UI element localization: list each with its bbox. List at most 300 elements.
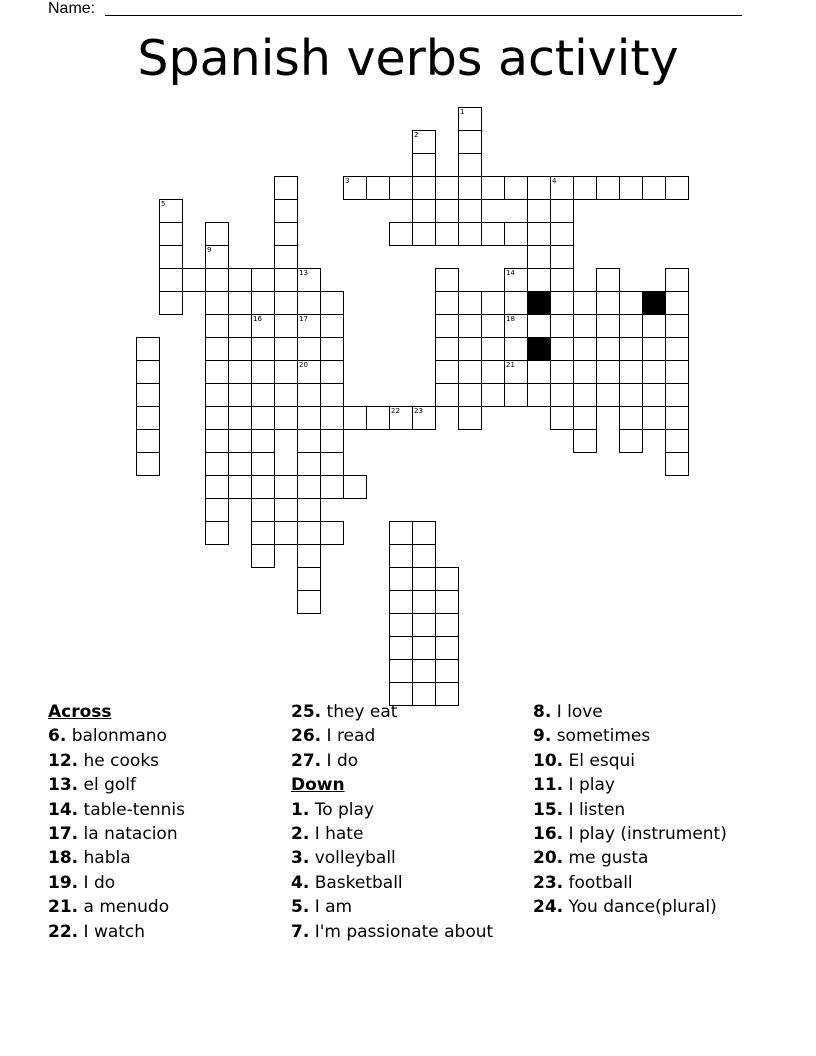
- clue-number: 20: [299, 361, 308, 369]
- grid-cell[interactable]: [251, 544, 275, 568]
- grid-cell[interactable]: [481, 337, 505, 361]
- grid-cell[interactable]: [550, 291, 574, 315]
- grid-cell[interactable]: [550, 383, 574, 407]
- grid-cell[interactable]: [297, 360, 321, 384]
- grid-cell[interactable]: [205, 498, 229, 522]
- clue-number: 4: [552, 177, 557, 185]
- grid-cell[interactable]: [619, 360, 643, 384]
- clue-item-text: To play: [309, 799, 374, 820]
- grid-cell[interactable]: [481, 360, 505, 384]
- grid-cell[interactable]: [435, 291, 459, 315]
- grid-cell[interactable]: [527, 268, 551, 292]
- clue-item-text: El esqui: [563, 750, 636, 771]
- clue-item-text: I do: [321, 750, 359, 771]
- grid-cell[interactable]: [366, 406, 390, 430]
- grid-cell[interactable]: [412, 406, 436, 430]
- clue-item: [48, 726, 185, 750]
- grid-cell[interactable]: [297, 268, 321, 292]
- clue-item: [291, 800, 493, 824]
- grid-cell[interactable]: [412, 659, 436, 683]
- grid-cell[interactable]: [412, 521, 436, 545]
- grid-cell[interactable]: [596, 383, 620, 407]
- clue-item: [291, 702, 493, 726]
- grid-cell[interactable]: [412, 176, 436, 200]
- grid-cell[interactable]: [458, 383, 482, 407]
- grid-cell[interactable]: [274, 222, 298, 246]
- grid-cell[interactable]: [274, 360, 298, 384]
- grid-cell[interactable]: [205, 245, 229, 269]
- grid-cell[interactable]: [527, 360, 551, 384]
- clue-item: [291, 824, 493, 848]
- grid-cell[interactable]: [527, 383, 551, 407]
- grid-cell[interactable]: [504, 360, 528, 384]
- grid-cell[interactable]: [642, 383, 666, 407]
- grid-cell[interactable]: [458, 314, 482, 338]
- grid-cell[interactable]: [665, 429, 689, 453]
- grid-cell[interactable]: [596, 268, 620, 292]
- clue-item-number: 12.: [48, 750, 79, 771]
- grid-cell[interactable]: [251, 314, 275, 338]
- grid-cell[interactable]: [642, 406, 666, 430]
- grid-cell[interactable]: [550, 222, 574, 246]
- grid-cell[interactable]: [205, 406, 229, 430]
- clue-item: [533, 800, 727, 824]
- grid-cell[interactable]: [412, 222, 436, 246]
- grid-cell[interactable]: [481, 291, 505, 315]
- grid-cell[interactable]: [297, 314, 321, 338]
- clue-item-text: You dance(plural): [563, 897, 717, 918]
- clue-item: [291, 726, 493, 750]
- clue-item: [533, 848, 727, 872]
- grid-cell[interactable]: [320, 337, 344, 361]
- clue-item: [533, 775, 727, 799]
- clue-item-text: I'm passionate about: [309, 921, 494, 942]
- clue-number: 3: [345, 177, 350, 185]
- clue-item-number: 10.: [533, 750, 564, 771]
- grid-cell[interactable]: [435, 222, 459, 246]
- clue-item-text: I watch: [78, 921, 146, 942]
- grid-cell[interactable]: [320, 383, 344, 407]
- clue-column-3: [533, 702, 727, 922]
- grid-cell[interactable]: [136, 429, 160, 453]
- grid-cell[interactable]: [205, 383, 229, 407]
- clue-number: 17: [299, 315, 308, 323]
- clue-item-text: habla: [78, 848, 131, 869]
- clue-item-number: 17.: [48, 823, 79, 844]
- grid-cell[interactable]: [251, 429, 275, 453]
- grid-cell[interactable]: [159, 222, 183, 246]
- clue-item-text: sometimes: [551, 726, 651, 747]
- clue-item-number: 1.: [291, 799, 310, 820]
- grid-cell[interactable]: [550, 360, 574, 384]
- grid-cell[interactable]: [343, 406, 367, 430]
- grid-cell[interactable]: [435, 268, 459, 292]
- grid-cell[interactable]: [297, 498, 321, 522]
- clue-item-number: 4.: [291, 872, 310, 893]
- grid-cell[interactable]: [642, 360, 666, 384]
- grid-cell[interactable]: [596, 360, 620, 384]
- clue-item-text: a menudo: [78, 897, 170, 918]
- grid-cell[interactable]: [412, 544, 436, 568]
- grid-cell[interactable]: [159, 245, 183, 269]
- grid-cell[interactable]: [297, 429, 321, 453]
- grid-cell[interactable]: [389, 590, 413, 614]
- grid-cell[interactable]: [136, 360, 160, 384]
- clue-item-number: 7.: [291, 921, 310, 942]
- grid-cell[interactable]: [435, 659, 459, 683]
- grid-cell[interactable]: [619, 383, 643, 407]
- grid-cell[interactable]: [527, 199, 551, 223]
- grid-cell[interactable]: [665, 291, 689, 315]
- clue-item: [48, 824, 185, 848]
- grid-cell[interactable]: [573, 176, 597, 200]
- grid-cell[interactable]: [458, 360, 482, 384]
- grid-cell[interactable]: [297, 452, 321, 476]
- grid-cell[interactable]: [504, 291, 528, 315]
- across-clue-list: [48, 726, 185, 946]
- grid-cell[interactable]: [665, 176, 689, 200]
- clue-item: [291, 873, 493, 897]
- grid-cell[interactable]: [573, 314, 597, 338]
- grid-cell[interactable]: [136, 337, 160, 361]
- grid-cell[interactable]: [435, 636, 459, 660]
- clue-item-number: 3.: [291, 848, 310, 869]
- grid-cell[interactable]: [389, 544, 413, 568]
- grid-cell[interactable]: [458, 130, 482, 154]
- grid-cell[interactable]: [458, 291, 482, 315]
- grid-cell[interactable]: [159, 291, 183, 315]
- grid-cell[interactable]: [297, 291, 321, 315]
- grid-cell[interactable]: [412, 153, 436, 177]
- grid-cell[interactable]: [205, 268, 229, 292]
- grid-cell[interactable]: [205, 314, 229, 338]
- grid-cell[interactable]: [251, 406, 275, 430]
- grid-cell[interactable]: [573, 429, 597, 453]
- grid-cell[interactable]: [504, 222, 528, 246]
- grid-cell[interactable]: [619, 337, 643, 361]
- grid-cell[interactable]: [665, 337, 689, 361]
- clue-item-number: 5.: [291, 897, 310, 918]
- clue-number: 22: [391, 407, 400, 415]
- clue-item-text: I listen: [563, 799, 626, 820]
- grid-cell[interactable]: [389, 636, 413, 660]
- grid-cell[interactable]: [159, 199, 183, 223]
- clue-item-number: 6.: [48, 726, 67, 747]
- clue-item: [533, 751, 727, 775]
- grid-cell[interactable]: [251, 452, 275, 476]
- clue-item: [291, 751, 493, 775]
- grid-cell[interactable]: [665, 406, 689, 430]
- grid-cell[interactable]: [665, 452, 689, 476]
- grid-cell[interactable]: [458, 337, 482, 361]
- grid-cell[interactable]: [251, 383, 275, 407]
- clue-item-number: 16.: [533, 823, 564, 844]
- grid-cell[interactable]: [228, 429, 252, 453]
- clue-item: [291, 897, 493, 921]
- grid-cell[interactable]: [251, 337, 275, 361]
- grid-cell[interactable]: [228, 291, 252, 315]
- clue-item-text: la natacion: [78, 823, 178, 844]
- clue-item-text: I read: [321, 726, 376, 747]
- clue-number: 18: [506, 315, 515, 323]
- grid-cell[interactable]: [274, 268, 298, 292]
- grid-cell[interactable]: [205, 452, 229, 476]
- grid-cell[interactable]: [550, 268, 574, 292]
- clue-number: 13: [299, 269, 308, 277]
- clue-number: 14: [506, 269, 515, 277]
- grid-cell[interactable]: [412, 130, 436, 154]
- grid-cell[interactable]: [550, 176, 574, 200]
- grid-cell[interactable]: [596, 176, 620, 200]
- grid-cell[interactable]: [205, 337, 229, 361]
- grid-cell[interactable]: [619, 429, 643, 453]
- grid-cell[interactable]: [458, 176, 482, 200]
- grid-cell[interactable]: [320, 360, 344, 384]
- clue-item-text: Basketball: [309, 872, 403, 893]
- grid-cell[interactable]: [297, 475, 321, 499]
- grid-cell[interactable]: [642, 176, 666, 200]
- grid-cell[interactable]: [458, 107, 482, 131]
- grid-cell[interactable]: [228, 383, 252, 407]
- grid-cell[interactable]: [136, 383, 160, 407]
- clue-item-number: 18.: [48, 848, 79, 869]
- across-clue-list-continued: [291, 702, 493, 775]
- grid-cell[interactable]: [297, 383, 321, 407]
- grid-cell[interactable]: [619, 291, 643, 315]
- grid-cell[interactable]: [389, 613, 413, 637]
- grid-cell[interactable]: [550, 245, 574, 269]
- clue-item-text: el golf: [78, 775, 137, 796]
- grid-cell[interactable]: [596, 337, 620, 361]
- grid-cell[interactable]: [228, 406, 252, 430]
- clue-item: [533, 897, 727, 921]
- grid-cell[interactable]: [205, 429, 229, 453]
- grid-cell[interactable]: [320, 429, 344, 453]
- grid-cell[interactable]: [343, 475, 367, 499]
- grid-cell[interactable]: [297, 567, 321, 591]
- grid-cell[interactable]: [412, 567, 436, 591]
- grid-cell[interactable]: [389, 176, 413, 200]
- clue-item: [48, 848, 185, 872]
- grid-cell[interactable]: [573, 406, 597, 430]
- grid-cell[interactable]: [435, 360, 459, 384]
- grid-cell[interactable]: [274, 383, 298, 407]
- grid-cell[interactable]: [619, 314, 643, 338]
- clue-item-text: they eat: [321, 702, 398, 722]
- grid-cell[interactable]: [573, 383, 597, 407]
- grid-cell[interactable]: [251, 498, 275, 522]
- grid-cell[interactable]: [412, 613, 436, 637]
- grid-cell[interactable]: [504, 268, 528, 292]
- clue-item: [48, 897, 185, 921]
- grid-cell[interactable]: [320, 406, 344, 430]
- grid-cell[interactable]: [320, 521, 344, 545]
- across-heading: Across: [48, 702, 112, 722]
- clue-number: 1: [460, 108, 465, 116]
- clue-item-number: 21.: [48, 897, 79, 918]
- grid-cell[interactable]: [550, 406, 574, 430]
- grid-cell[interactable]: [205, 291, 229, 315]
- grid-cell[interactable]: [573, 337, 597, 361]
- grid-cell[interactable]: [458, 199, 482, 223]
- grid-cell[interactable]: [435, 176, 459, 200]
- clue-item-text: balonmano: [66, 726, 167, 747]
- grid-cell[interactable]: [504, 337, 528, 361]
- grid-cell[interactable]: [458, 222, 482, 246]
- grid-cell[interactable]: [274, 521, 298, 545]
- grid-cell[interactable]: [504, 383, 528, 407]
- grid-cell[interactable]: [527, 222, 551, 246]
- grid-cell[interactable]: [251, 360, 275, 384]
- grid-cell[interactable]: [596, 291, 620, 315]
- clue-item-text: I am: [309, 897, 353, 918]
- clue-item-text: I hate: [309, 823, 364, 844]
- grid-cell[interactable]: [251, 521, 275, 545]
- grid-cell[interactable]: [274, 245, 298, 269]
- down-clue-list-continued: [533, 702, 727, 922]
- grid-cell[interactable]: [136, 452, 160, 476]
- clue-item-number: 20.: [533, 848, 564, 869]
- grid-cell[interactable]: [458, 153, 482, 177]
- clue-item-number: 26.: [291, 726, 322, 747]
- page-title: Spanish verbs activity: [137, 30, 679, 87]
- grid-cell[interactable]: [389, 567, 413, 591]
- grid-cell[interactable]: [320, 314, 344, 338]
- grid-cell[interactable]: [228, 337, 252, 361]
- grid-cell[interactable]: [435, 314, 459, 338]
- clue-item-number: 23.: [533, 872, 564, 893]
- clue-number: 16: [253, 315, 262, 323]
- black-square: [527, 337, 551, 361]
- grid-cell[interactable]: [159, 268, 183, 292]
- grid-cell[interactable]: [573, 291, 597, 315]
- grid-cell[interactable]: [274, 406, 298, 430]
- clue-item: [533, 873, 727, 897]
- clue-item-text: he cooks: [78, 750, 160, 771]
- grid-cell[interactable]: [274, 199, 298, 223]
- grid-cell[interactable]: [320, 452, 344, 476]
- grid-cell[interactable]: [251, 291, 275, 315]
- grid-cell[interactable]: [389, 222, 413, 246]
- grid-cell[interactable]: [205, 521, 229, 545]
- grid-cell[interactable]: [389, 659, 413, 683]
- grid-cell[interactable]: [504, 176, 528, 200]
- grid-cell[interactable]: [665, 360, 689, 384]
- grid-cell[interactable]: [435, 590, 459, 614]
- grid-cell[interactable]: [274, 314, 298, 338]
- grid-cell[interactable]: [343, 176, 367, 200]
- grid-cell[interactable]: [573, 360, 597, 384]
- clue-item: [291, 848, 493, 872]
- grid-cell[interactable]: [228, 314, 252, 338]
- grid-cell[interactable]: [435, 383, 459, 407]
- grid-cell[interactable]: [297, 590, 321, 614]
- grid-cell[interactable]: [205, 475, 229, 499]
- grid-cell[interactable]: [274, 291, 298, 315]
- grid-cell[interactable]: [527, 176, 551, 200]
- grid-cell[interactable]: [366, 176, 390, 200]
- grid-cell[interactable]: [228, 360, 252, 384]
- grid-cell[interactable]: [297, 337, 321, 361]
- grid-cell[interactable]: [297, 521, 321, 545]
- grid-cell[interactable]: [504, 314, 528, 338]
- clue-column-2: [291, 702, 493, 946]
- clue-item-text: volleyball: [309, 848, 396, 869]
- grid-cell[interactable]: [297, 544, 321, 568]
- grid-cell[interactable]: [527, 245, 551, 269]
- grid-cell[interactable]: [596, 314, 620, 338]
- grid-cell[interactable]: [389, 521, 413, 545]
- clue-item: [48, 873, 185, 897]
- clue-item: [533, 824, 727, 848]
- grid-cell[interactable]: [274, 337, 298, 361]
- grid-cell[interactable]: [412, 590, 436, 614]
- clue-item-text: me gusta: [563, 848, 649, 869]
- grid-cell[interactable]: [665, 314, 689, 338]
- grid-cell[interactable]: [205, 222, 229, 246]
- grid-cell[interactable]: [274, 176, 298, 200]
- grid-cell[interactable]: [205, 360, 229, 384]
- grid-cell[interactable]: [182, 268, 206, 292]
- grid-cell[interactable]: [435, 567, 459, 591]
- grid-cell[interactable]: [389, 406, 413, 430]
- grid-cell[interactable]: [550, 337, 574, 361]
- grid-cell[interactable]: [228, 268, 252, 292]
- name-label: Name:: [48, 0, 96, 17]
- grid-cell[interactable]: [228, 475, 252, 499]
- grid-cell[interactable]: [136, 406, 160, 430]
- grid-cell[interactable]: [320, 291, 344, 315]
- grid-cell[interactable]: [251, 475, 275, 499]
- grid-cell[interactable]: [297, 406, 321, 430]
- grid-cell[interactable]: [481, 222, 505, 246]
- grid-cell[interactable]: [527, 314, 551, 338]
- grid-cell[interactable]: [642, 337, 666, 361]
- black-square: [642, 291, 666, 315]
- clue-item-number: 25.: [291, 702, 322, 722]
- clue-number: 2: [414, 131, 419, 139]
- clue-item-text: I play (instrument): [563, 823, 727, 844]
- grid-cell[interactable]: [274, 475, 298, 499]
- grid-cell[interactable]: [550, 199, 574, 223]
- grid-cell[interactable]: [665, 383, 689, 407]
- clue-number: 23: [414, 407, 423, 415]
- clue-item-text: table-tennis: [78, 799, 185, 820]
- grid-cell[interactable]: [412, 636, 436, 660]
- grid-cell[interactable]: [481, 314, 505, 338]
- grid-cell[interactable]: [550, 314, 574, 338]
- grid-cell[interactable]: [619, 176, 643, 200]
- grid-cell[interactable]: [458, 406, 482, 430]
- clue-item-number: 14.: [48, 799, 79, 820]
- clue-item-number: 15.: [533, 799, 564, 820]
- clue-item-text: I do: [78, 872, 116, 893]
- grid-cell[interactable]: [320, 475, 344, 499]
- grid-cell[interactable]: [251, 268, 275, 292]
- grid-cell[interactable]: [435, 613, 459, 637]
- clue-item: [48, 922, 185, 946]
- grid-cell[interactable]: [435, 337, 459, 361]
- grid-cell[interactable]: [481, 176, 505, 200]
- grid-cell[interactable]: [481, 383, 505, 407]
- grid-cell[interactable]: [665, 268, 689, 292]
- black-square: [527, 291, 551, 315]
- clue-item: [533, 702, 727, 726]
- clue-item-text: football: [563, 872, 633, 893]
- grid-cell[interactable]: [642, 314, 666, 338]
- grid-cell[interactable]: [619, 406, 643, 430]
- grid-cell[interactable]: [412, 199, 436, 223]
